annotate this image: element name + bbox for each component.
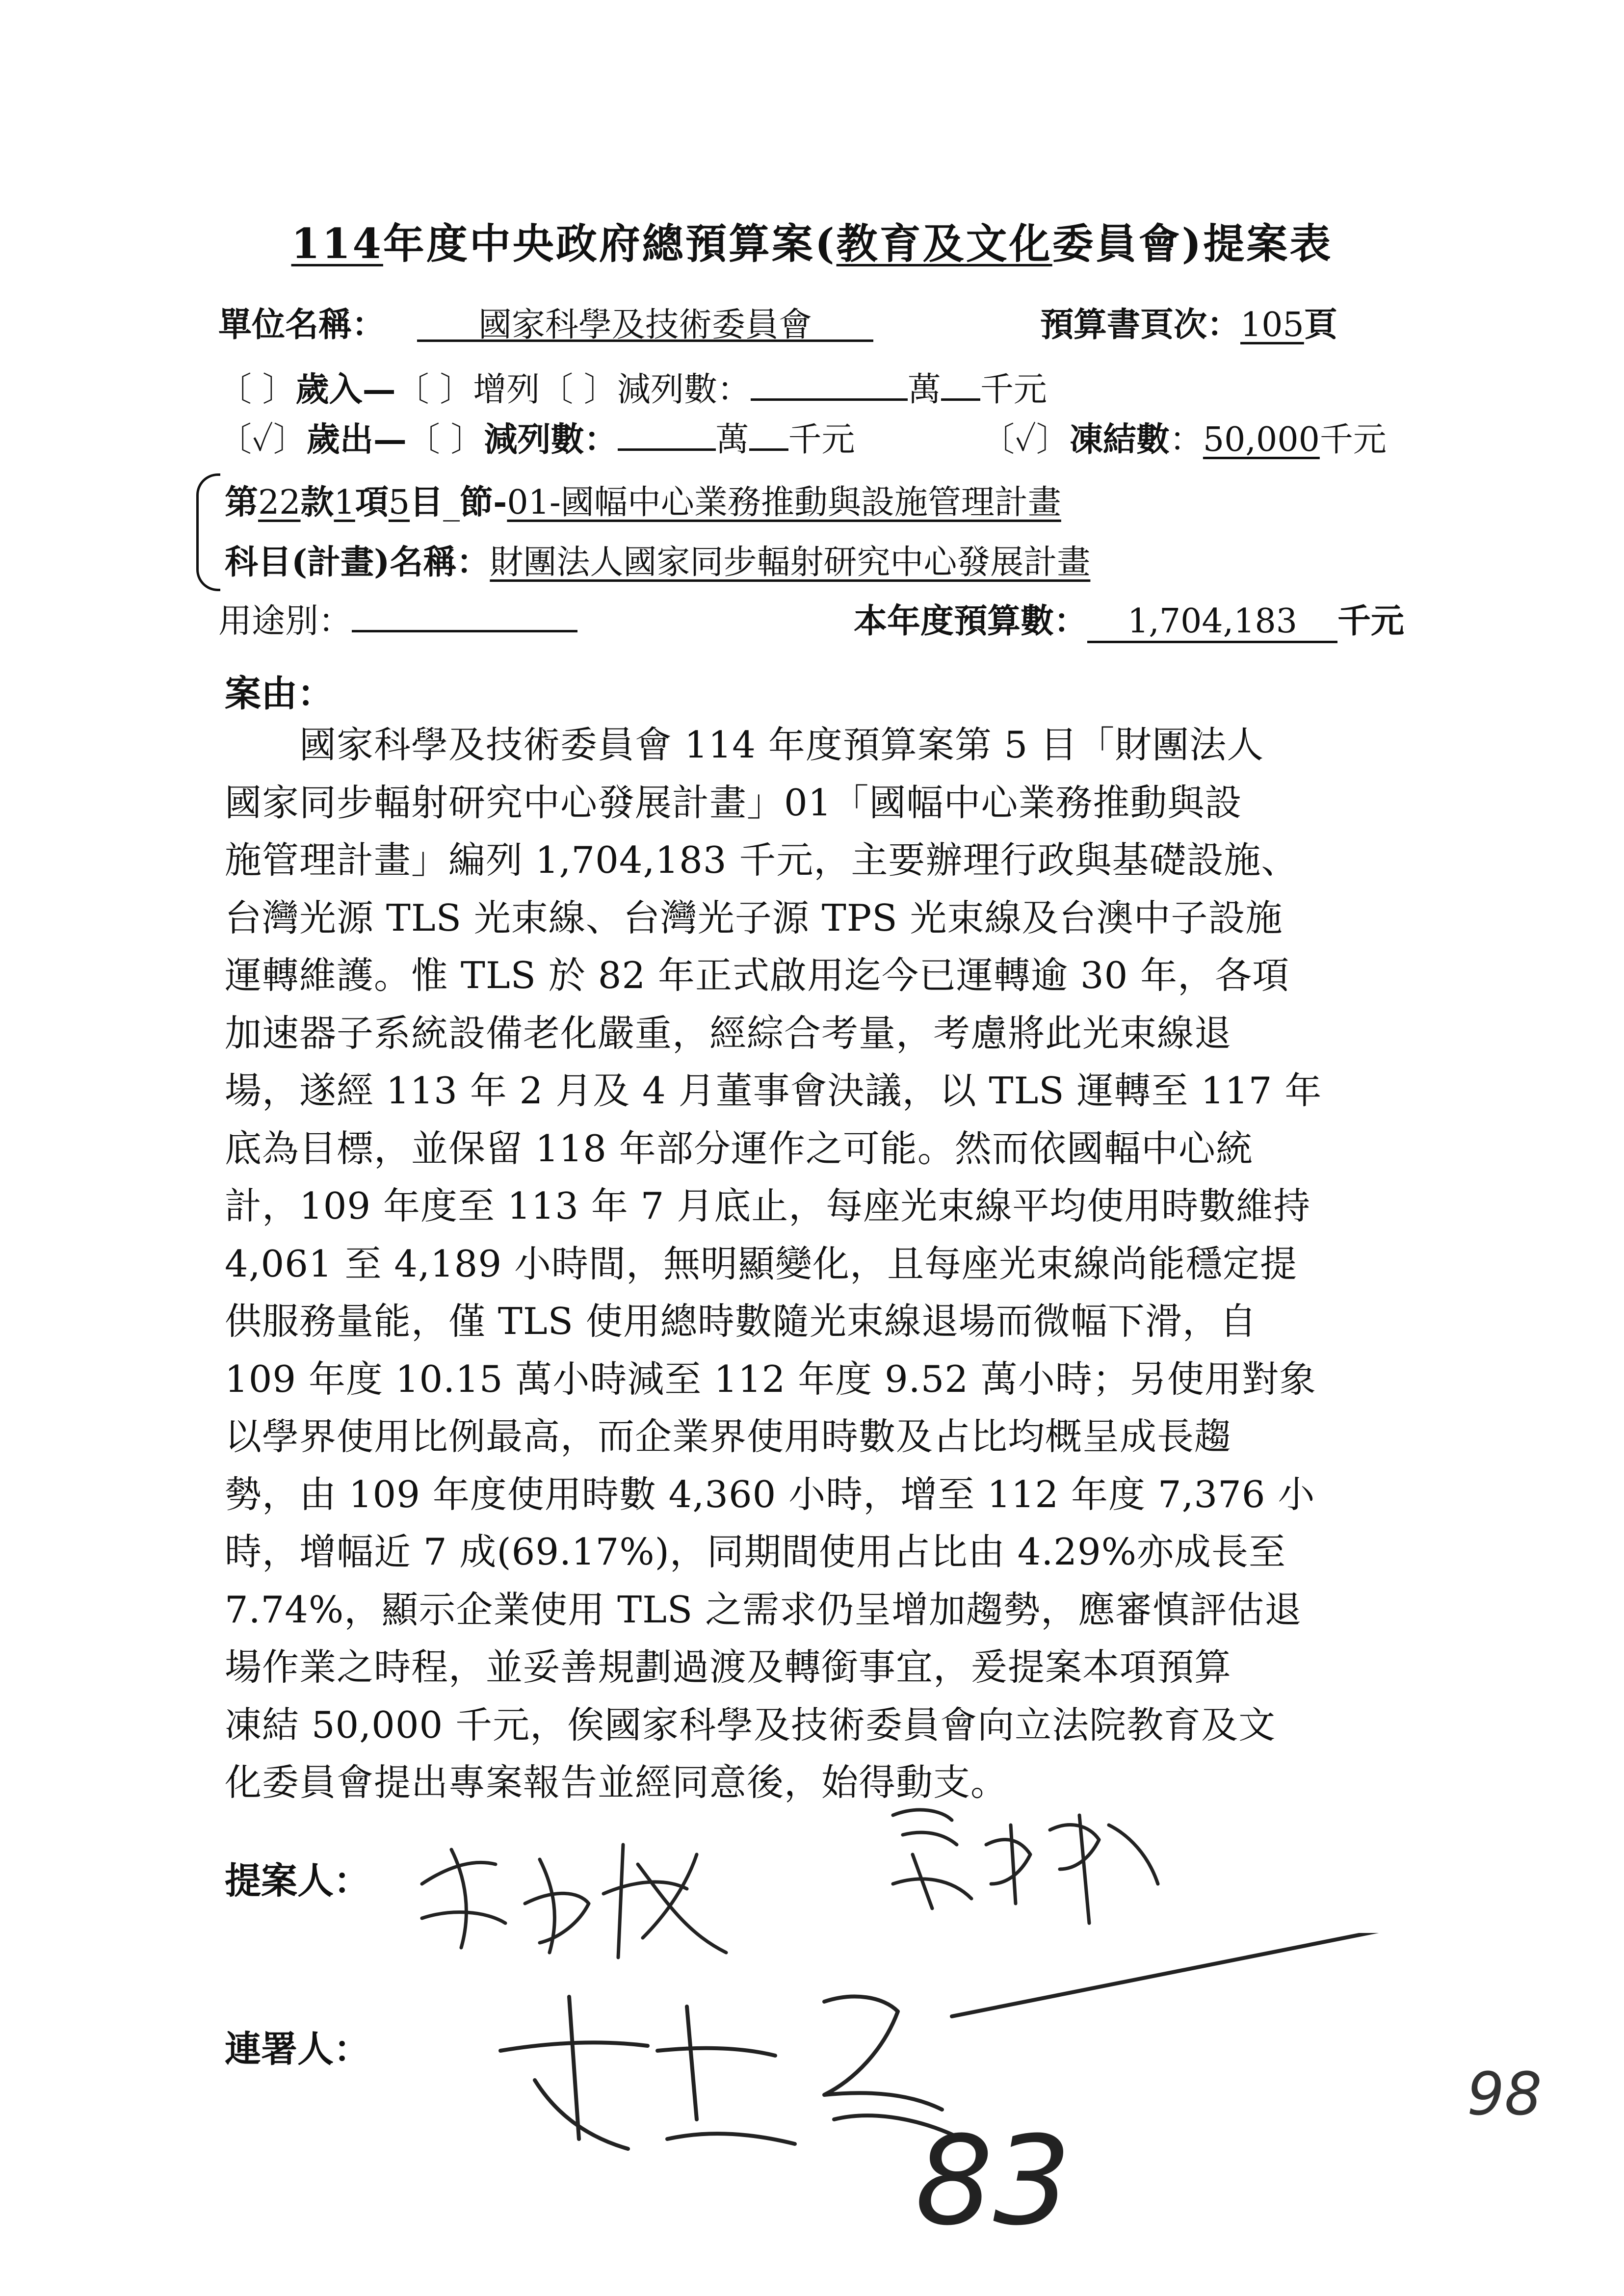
title-year: 114 — [291, 219, 383, 268]
budget-unit: 千元 — [1337, 601, 1405, 641]
proposer-label: 提案人： — [225, 1860, 370, 1902]
reason-line: 供服務量能，僅 TLS 使用總時數隨光束線退場而微幅下滑，自 — [225, 1300, 1257, 1343]
subject-line-1 — [225, 476, 1061, 523]
budget-label: 本年度預算數： — [854, 601, 1088, 641]
reason-line: 計，109 年度至 113 年 7 月底止，每座光束線平均使用時數維持 — [225, 1184, 1311, 1227]
handwritten-number: 83 — [915, 2110, 1072, 2252]
page-ref — [1040, 298, 1337, 346]
revenue-checkbox: 〔 〕 — [218, 370, 296, 409]
expense-qian-blank — [749, 418, 788, 451]
reason-line: 場作業之時程，並妥善規劃過渡及轉銜事宜，爰提案本項預算 — [225, 1645, 1232, 1689]
page-ref-label: 預算書頁次： — [1040, 305, 1241, 344]
expense-label: 歲出— — [306, 420, 407, 459]
page-title — [0, 211, 1624, 270]
usage-label: 用途別： — [218, 602, 352, 641]
reason-line: 加速器子系統設備老化嚴重，經綜合考量，考慮將此光束線退 — [225, 1011, 1232, 1055]
unit-label: 單位名稱： — [218, 305, 386, 344]
reason-line: 台灣光源 TLS 光束線、台灣光子源 TPS 光束線及台澳中子設施 — [225, 896, 1283, 939]
freeze-value: 50,000 — [1203, 420, 1320, 459]
revenue-line — [218, 363, 1047, 411]
freeze-label: 凍結數 — [1069, 420, 1170, 459]
subject-item: 01-國幅中心業務推動與設施管理計畫 — [507, 483, 1061, 522]
revenue-wan: 萬 — [907, 370, 941, 409]
subject-kuan-num: 22 — [258, 483, 301, 522]
reason-line: 7.74%，顯示企業使用 TLS 之需求仍呈增加趨勢，應審慎評估退 — [225, 1588, 1302, 1631]
usage-field — [218, 595, 577, 642]
budget-amount — [854, 595, 1404, 643]
reason-line: 勢，由 109 年度使用時數 4,360 小時，增至 112 年度 7,376 小 — [225, 1472, 1315, 1516]
subject-jie-blank: _ — [443, 483, 460, 522]
reason-line: 底為目標，並保留 118 年部分運作之可能。然而依國輻中心統 — [225, 1126, 1253, 1170]
revenue-qian: 千元 — [980, 370, 1047, 409]
reason-line: 以學界使用比例最高，而企業界使用時數及占比均概呈成長趨 — [225, 1415, 1232, 1458]
expense-checkbox: 〔✓〕 — [218, 420, 307, 459]
page-ref-value: 105 — [1240, 306, 1304, 344]
reason-line: 國家科學及技術委員會 114 年度預算案第 5 目「財團法人 — [225, 723, 1264, 766]
subject-line-2 — [225, 536, 1090, 583]
reason-line: 4,061 至 4,189 小時間，無明顯變化，且每座光束線尚能穩定提 — [225, 1242, 1297, 1285]
usage-blank — [352, 600, 577, 632]
revenue-label: 歲入— — [295, 370, 396, 409]
proposer-signature-2 — [873, 1786, 1187, 1933]
cosigner-label: 連署人： — [225, 2028, 370, 2070]
subject-mu: 目 — [410, 483, 444, 522]
subject-xiang: 項 — [355, 483, 389, 522]
revenue-decrease: 〔 〕減列數： — [540, 370, 751, 409]
expense-qian: 千元 — [788, 420, 855, 459]
reason-body — [225, 716, 1412, 1812]
expense-line — [218, 413, 855, 461]
freeze-amount — [981, 413, 1387, 461]
freeze-colon: ： — [1169, 420, 1203, 459]
expense-wan-blank — [618, 418, 716, 451]
title-committee: 教育及文化 — [836, 219, 1052, 268]
subject-bracket — [196, 473, 220, 591]
expense-decrease: 減列數： — [484, 420, 618, 459]
freeze-unit: 千元 — [1319, 420, 1387, 459]
expense-decrease-checkbox: 〔 〕 — [406, 420, 484, 459]
handwritten-page-number: 98 — [1467, 2061, 1542, 2129]
reason-line: 109 年度 10.15 萬小時減至 112 年度 9.52 萬小時；另使用對象 — [225, 1357, 1316, 1401]
title-suffix: 委員會)提案表 — [1052, 219, 1333, 268]
reason-line: 凍結 50,000 千元，俟國家科學及技術委員會向立法院教育及文 — [225, 1703, 1276, 1747]
revenue-wan-blank — [751, 368, 908, 401]
reason-heading: 案由： — [225, 673, 334, 715]
title-prefix: 年度中央政府總預算案( — [383, 219, 837, 268]
subject-di: 第 — [225, 483, 259, 522]
subject-xiang-num: 1 — [334, 483, 355, 522]
expense-wan: 萬 — [715, 420, 749, 459]
reason-line: 運轉維護。惟 TLS 於 82 年正式啟用迄今已運轉逾 30 年，各項 — [225, 954, 1290, 997]
reason-line: 施管理計畫」編列 1,704,183 千元，主要辦理行政與基礎設施、 — [225, 838, 1299, 882]
revenue-increase: 〔 〕增列 — [395, 370, 540, 409]
budget-value: 1,704,183 — [1087, 602, 1337, 643]
reason-line: 場，遂經 113 年 2 月及 4 月董事會決議，以 TLS 運轉至 117 年 — [225, 1069, 1322, 1112]
unit-value: 國家科學及技術委員會 — [417, 298, 873, 342]
reason-line: 時，增幅近 7 成(69.17%)，同期間使用占比由 4.29%亦成長至 — [225, 1530, 1286, 1573]
freeze-checkbox: 〔✓〕 — [981, 420, 1070, 459]
subject-kuan: 款 — [300, 483, 334, 522]
subject-name-label: 科目(計畫)名稱： — [225, 543, 490, 582]
subject-name-value: 財團法人國家同步輻射研究中心發展計畫 — [490, 543, 1091, 582]
page-ref-suffix: 頁 — [1304, 305, 1337, 344]
reason-line: 化委員會提出專案報告並經同意後，始得動支。 — [225, 1761, 1008, 1804]
reason-line: 國家同步輻射研究中心發展計畫」01「國幅中心業務推動與設 — [225, 781, 1242, 824]
subject-jie: 節- — [460, 483, 507, 522]
revenue-qian-blank — [941, 368, 980, 401]
subject-mu-num: 5 — [388, 483, 410, 522]
